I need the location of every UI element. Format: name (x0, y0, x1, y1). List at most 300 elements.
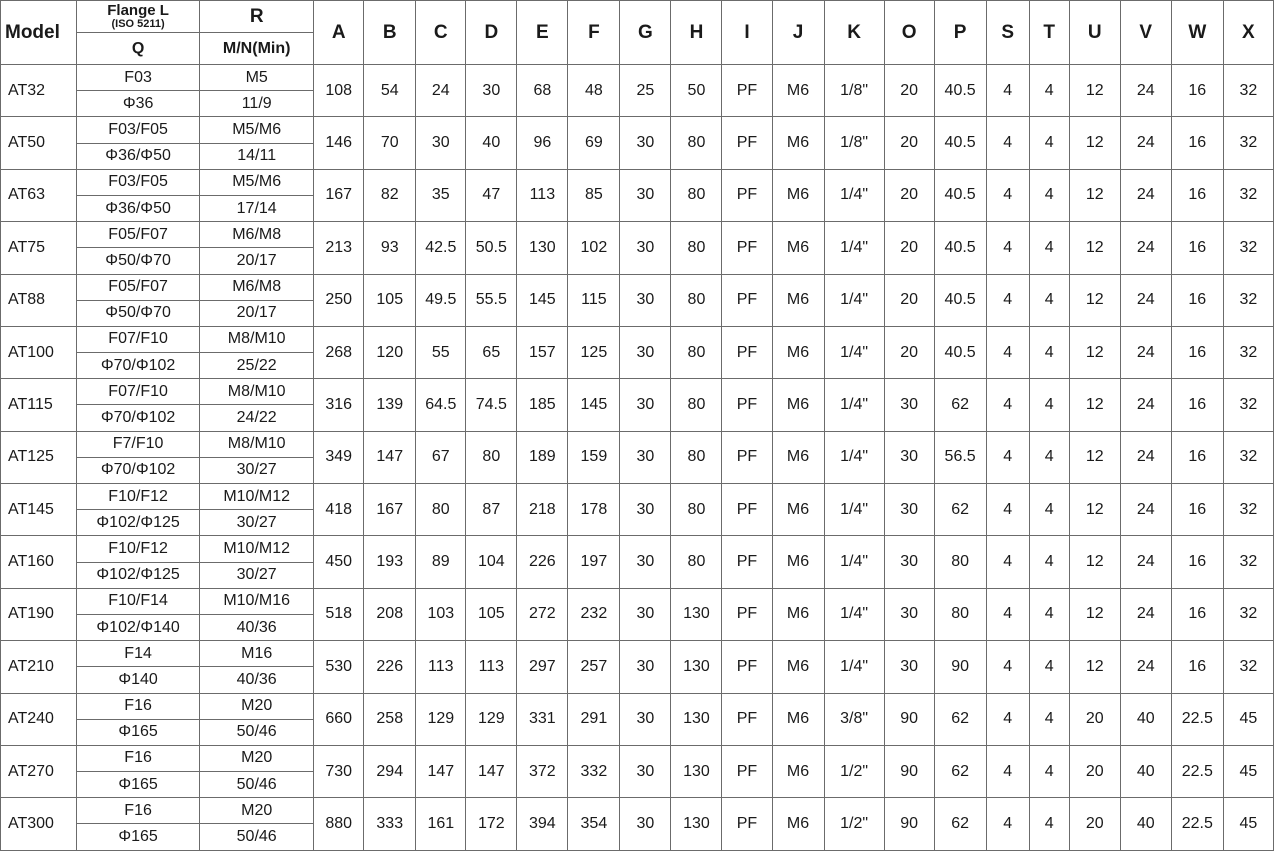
dim-cell: 20 (884, 117, 934, 169)
dim-cell: 1/4" (824, 536, 884, 588)
dim-cell: 30 (620, 379, 671, 431)
dim-cell: 4 (1029, 641, 1069, 693)
dim-cell: 1/4" (824, 169, 884, 221)
dim-cell: 159 (568, 431, 620, 483)
dim-cell: 80 (671, 484, 722, 536)
dim-cell: 24 (1120, 379, 1171, 431)
dim-cell: 1/2" (824, 745, 884, 797)
dim-cell: 4 (986, 65, 1029, 117)
dim-cell: PF (722, 431, 772, 483)
dim-cell: 62 (934, 798, 986, 851)
dim-cell: 730 (314, 745, 364, 797)
dim-cell: 130 (517, 222, 568, 274)
model-cell: AT145 (1, 484, 77, 536)
dim-cell: 32 (1223, 588, 1273, 640)
dim-cell: 32 (1223, 117, 1273, 169)
dim-cell: 30 (620, 117, 671, 169)
dim-cell: 32 (1223, 222, 1273, 274)
dim-cell: 157 (517, 326, 568, 378)
dim-cell: 30 (884, 379, 934, 431)
dim-cell: 30 (884, 641, 934, 693)
dim-cell: 4 (986, 169, 1029, 221)
dim-cell: 130 (671, 641, 722, 693)
dim-cell: 145 (568, 379, 620, 431)
dim-cell: 193 (364, 536, 416, 588)
dim-cell: 12 (1069, 222, 1120, 274)
r-cell: M20 (200, 798, 314, 824)
dim-cell: 115 (568, 274, 620, 326)
dim-cell: 530 (314, 641, 364, 693)
dim-cell: M6 (772, 536, 824, 588)
dim-cell: 218 (517, 484, 568, 536)
header-dim: C (416, 1, 466, 65)
dim-cell: 4 (1029, 222, 1069, 274)
dim-cell: 518 (314, 588, 364, 640)
header-dim: D (466, 1, 517, 65)
dim-cell: 47 (466, 169, 517, 221)
dim-cell: 147 (466, 745, 517, 797)
header-dim: J (772, 1, 824, 65)
mn-cell: 11/9 (200, 91, 314, 117)
dim-cell: 24 (1120, 431, 1171, 483)
header-model: Model (1, 1, 77, 65)
dim-cell: 40 (1120, 798, 1171, 851)
dim-cell: 40.5 (934, 65, 986, 117)
dim-cell: 4 (1029, 745, 1069, 797)
dim-cell: 4 (1029, 65, 1069, 117)
r-cell: M8/M10 (200, 431, 314, 457)
flange-cell: F16 (77, 798, 200, 824)
dim-cell: 4 (1029, 431, 1069, 483)
header-dim: K (824, 1, 884, 65)
mn-cell: 24/22 (200, 405, 314, 431)
dim-cell: 4 (1029, 588, 1069, 640)
dim-cell: 16 (1171, 222, 1223, 274)
table-row (1, 65, 1274, 91)
mn-cell: 40/36 (200, 614, 314, 640)
header-dim: P (934, 1, 986, 65)
dim-cell: 189 (517, 431, 568, 483)
dim-cell: 139 (364, 379, 416, 431)
dim-cell: 30 (620, 169, 671, 221)
q-cell: Φ102/Φ125 (77, 562, 200, 588)
dim-cell: 105 (364, 274, 416, 326)
q-cell: Φ70/Φ102 (77, 457, 200, 483)
dim-cell: 12 (1069, 65, 1120, 117)
dim-cell: 30 (620, 745, 671, 797)
flange-cell: F14 (77, 641, 200, 667)
q-cell: Φ140 (77, 667, 200, 693)
model-cell: AT88 (1, 274, 77, 326)
flange-cell: F16 (77, 745, 200, 771)
dim-cell: 660 (314, 693, 364, 745)
q-cell: Φ50/Φ70 (77, 300, 200, 326)
dim-cell: 232 (568, 588, 620, 640)
dim-cell: 226 (517, 536, 568, 588)
header-r: R (200, 1, 314, 33)
dim-cell: 22.5 (1171, 693, 1223, 745)
header-mn: M/N(Min) (200, 33, 314, 65)
dim-cell: 49.5 (416, 274, 466, 326)
dim-cell: 1/4" (824, 484, 884, 536)
mn-cell: 20/17 (200, 300, 314, 326)
dim-cell: 20 (884, 169, 934, 221)
dim-cell: 62 (934, 745, 986, 797)
mn-cell: 30/27 (200, 457, 314, 483)
dim-cell: 4 (1029, 484, 1069, 536)
q-cell: Φ36/Φ50 (77, 143, 200, 169)
dim-cell: 40.5 (934, 326, 986, 378)
header-dim: H (671, 1, 722, 65)
dim-cell: 4 (986, 536, 1029, 588)
dim-cell: 12 (1069, 326, 1120, 378)
dim-cell: 30 (416, 117, 466, 169)
dim-cell: 87 (466, 484, 517, 536)
q-cell: Φ102/Φ140 (77, 614, 200, 640)
dim-cell: 82 (364, 169, 416, 221)
dim-cell: 161 (416, 798, 466, 851)
dim-cell: 12 (1069, 641, 1120, 693)
dim-cell: 108 (314, 65, 364, 117)
q-cell: Φ102/Φ125 (77, 510, 200, 536)
dim-cell: 272 (517, 588, 568, 640)
dim-cell: 30 (884, 588, 934, 640)
mn-cell: 50/46 (200, 772, 314, 798)
r-cell: M8/M10 (200, 379, 314, 405)
header-dim: E (517, 1, 568, 65)
dim-cell: 297 (517, 641, 568, 693)
dim-cell: PF (722, 484, 772, 536)
dim-cell: 32 (1223, 536, 1273, 588)
r-cell: M5 (200, 65, 314, 91)
r-cell: M16 (200, 641, 314, 667)
flange-cell: F7/F10 (77, 431, 200, 457)
table-row (1, 798, 1274, 824)
dim-cell: 20 (1069, 798, 1120, 851)
dim-cell: 1/4" (824, 588, 884, 640)
dim-cell: 30 (884, 484, 934, 536)
dim-cell: 40.5 (934, 222, 986, 274)
dim-cell: 40 (1120, 693, 1171, 745)
dim-cell: 32 (1223, 484, 1273, 536)
dim-cell: 213 (314, 222, 364, 274)
mn-cell: 30/27 (200, 510, 314, 536)
dim-cell: 90 (934, 641, 986, 693)
dim-cell: 62 (934, 484, 986, 536)
dim-cell: 40 (1120, 745, 1171, 797)
dim-cell: PF (722, 117, 772, 169)
q-cell: Φ70/Φ102 (77, 353, 200, 379)
dim-cell: 130 (671, 798, 722, 851)
dim-cell: 30 (620, 274, 671, 326)
dim-cell: PF (722, 222, 772, 274)
dim-cell: 40.5 (934, 274, 986, 326)
dim-cell: 24 (416, 65, 466, 117)
table-row (1, 169, 1274, 195)
dim-cell: 4 (1029, 169, 1069, 221)
dim-cell: 42.5 (416, 222, 466, 274)
dim-cell: 40.5 (934, 117, 986, 169)
flange-cell: F03 (77, 65, 200, 91)
dim-cell: 291 (568, 693, 620, 745)
header-dim: O (884, 1, 934, 65)
flange-cell: F10/F12 (77, 536, 200, 562)
dim-cell: 1/2" (824, 798, 884, 851)
dim-cell: 80 (671, 326, 722, 378)
dim-cell: 4 (1029, 117, 1069, 169)
dim-cell: 30 (620, 536, 671, 588)
dim-cell: 880 (314, 798, 364, 851)
dim-cell: 129 (466, 693, 517, 745)
dim-cell: 113 (517, 169, 568, 221)
header-dim: F (568, 1, 620, 65)
dim-cell: 90 (884, 693, 934, 745)
dim-cell: 12 (1069, 588, 1120, 640)
q-cell: Φ165 (77, 772, 200, 798)
table-row (1, 484, 1274, 510)
dim-cell: 4 (986, 274, 1029, 326)
dim-cell: 24 (1120, 484, 1171, 536)
dim-cell: 32 (1223, 65, 1273, 117)
dim-cell: 30 (884, 431, 934, 483)
dim-cell: 418 (314, 484, 364, 536)
model-cell: AT270 (1, 745, 77, 797)
dim-cell: 4 (986, 745, 1029, 797)
model-cell: AT32 (1, 65, 77, 117)
dim-cell: M6 (772, 65, 824, 117)
dim-cell: 125 (568, 326, 620, 378)
dim-cell: 4 (986, 798, 1029, 851)
dim-cell: 4 (986, 222, 1029, 274)
q-cell: Φ50/Φ70 (77, 248, 200, 274)
mn-cell: 20/17 (200, 248, 314, 274)
dim-cell: 62 (934, 693, 986, 745)
dim-cell: 147 (364, 431, 416, 483)
dim-cell: 12 (1069, 379, 1120, 431)
dim-cell: 22.5 (1171, 798, 1223, 851)
dim-cell: 104 (466, 536, 517, 588)
dim-cell: 332 (568, 745, 620, 797)
dim-cell: 372 (517, 745, 568, 797)
header-flange (77, 1, 200, 33)
dim-cell: M6 (772, 117, 824, 169)
dim-cell: 24 (1120, 641, 1171, 693)
dim-cell: M6 (772, 641, 824, 693)
dim-cell: 16 (1171, 588, 1223, 640)
dim-cell: 80 (671, 536, 722, 588)
dim-cell: 4 (986, 588, 1029, 640)
dim-cell: 331 (517, 693, 568, 745)
header-dim: U (1069, 1, 1120, 65)
r-cell: M6/M8 (200, 274, 314, 300)
dim-cell: 93 (364, 222, 416, 274)
dim-cell: M6 (772, 798, 824, 851)
dim-cell: PF (722, 274, 772, 326)
dim-cell: 4 (986, 117, 1029, 169)
dim-cell: 130 (671, 745, 722, 797)
model-cell: AT75 (1, 222, 77, 274)
dim-cell: 24 (1120, 65, 1171, 117)
dim-cell: M6 (772, 379, 824, 431)
dim-cell: M6 (772, 222, 824, 274)
r-cell: M10/M16 (200, 588, 314, 614)
model-cell: AT210 (1, 641, 77, 693)
dim-cell: 30 (620, 798, 671, 851)
dim-cell: 16 (1171, 431, 1223, 483)
flange-cell: F16 (77, 693, 200, 719)
dim-cell: 4 (986, 326, 1029, 378)
q-cell: Φ165 (77, 719, 200, 745)
dim-cell: 70 (364, 117, 416, 169)
dim-cell: 12 (1069, 274, 1120, 326)
flange-cell: F07/F10 (77, 379, 200, 405)
dim-cell: PF (722, 641, 772, 693)
dim-cell: 1/4" (824, 641, 884, 693)
header-dim: S (986, 1, 1029, 65)
r-cell: M10/M12 (200, 484, 314, 510)
dim-cell: 48 (568, 65, 620, 117)
dim-cell: M6 (772, 693, 824, 745)
dim-cell: 197 (568, 536, 620, 588)
dim-cell: 80 (671, 169, 722, 221)
dim-cell: 167 (364, 484, 416, 536)
dim-cell: 4 (1029, 693, 1069, 745)
flange-cell: F05/F07 (77, 274, 200, 300)
dim-cell: 20 (884, 326, 934, 378)
dim-cell: 16 (1171, 169, 1223, 221)
dim-cell: 1/8" (824, 65, 884, 117)
dim-cell: 30 (620, 431, 671, 483)
dim-cell: PF (722, 536, 772, 588)
dim-cell: M6 (772, 326, 824, 378)
dim-cell: 55 (416, 326, 466, 378)
dim-cell: 69 (568, 117, 620, 169)
table-row (1, 588, 1274, 614)
dim-cell: 80 (671, 274, 722, 326)
dim-cell: 50.5 (466, 222, 517, 274)
dim-cell: 1/8" (824, 117, 884, 169)
dim-cell: 45 (1223, 693, 1273, 745)
dim-cell: 16 (1171, 379, 1223, 431)
dim-cell: 16 (1171, 484, 1223, 536)
dim-cell: 45 (1223, 798, 1273, 851)
dim-cell: 80 (671, 379, 722, 431)
dim-cell: 12 (1069, 484, 1120, 536)
dim-cell: 32 (1223, 431, 1273, 483)
dim-cell: PF (722, 379, 772, 431)
dim-cell: 24 (1120, 326, 1171, 378)
r-cell: M8/M10 (200, 326, 314, 352)
dim-cell: PF (722, 693, 772, 745)
flange-cell: F10/F12 (77, 484, 200, 510)
dim-cell: 80 (416, 484, 466, 536)
dim-cell: 22.5 (1171, 745, 1223, 797)
dim-cell: 120 (364, 326, 416, 378)
header-dim: T (1029, 1, 1069, 65)
dim-cell: 333 (364, 798, 416, 851)
mn-cell: 50/46 (200, 824, 314, 851)
dim-cell: 16 (1171, 274, 1223, 326)
dim-cell: 80 (671, 117, 722, 169)
header-dim: B (364, 1, 416, 65)
r-cell: M20 (200, 693, 314, 719)
dim-cell: 50 (671, 65, 722, 117)
table-row (1, 641, 1274, 667)
q-cell: Φ70/Φ102 (77, 405, 200, 431)
dim-cell: 68 (517, 65, 568, 117)
dim-cell: PF (722, 588, 772, 640)
dim-cell: 80 (934, 536, 986, 588)
table-body (1, 65, 1274, 851)
model-cell: AT50 (1, 117, 77, 169)
mn-cell: 14/11 (200, 143, 314, 169)
dim-cell: 316 (314, 379, 364, 431)
dim-cell: 30 (620, 588, 671, 640)
dim-cell: 30 (620, 326, 671, 378)
dim-cell: 4 (986, 693, 1029, 745)
table-row (1, 117, 1274, 143)
dim-cell: 55.5 (466, 274, 517, 326)
dim-cell: 130 (671, 693, 722, 745)
dim-cell: M6 (772, 588, 824, 640)
dim-cell: 268 (314, 326, 364, 378)
mn-cell: 30/27 (200, 562, 314, 588)
header-dim: G (620, 1, 671, 65)
r-cell: M10/M12 (200, 536, 314, 562)
table-row (1, 536, 1274, 562)
dim-cell: M6 (772, 745, 824, 797)
dim-cell: 24 (1120, 536, 1171, 588)
dim-cell: 146 (314, 117, 364, 169)
dim-cell: 30 (620, 693, 671, 745)
dim-cell: 394 (517, 798, 568, 851)
r-cell: M5/M6 (200, 117, 314, 143)
dim-cell: 64.5 (416, 379, 466, 431)
dim-cell: 129 (416, 693, 466, 745)
dim-cell: 4 (1029, 798, 1069, 851)
dim-cell: 4 (1029, 536, 1069, 588)
dim-cell: 167 (314, 169, 364, 221)
dim-cell: 3/8" (824, 693, 884, 745)
dim-cell: M6 (772, 484, 824, 536)
header-dim: V (1120, 1, 1171, 65)
dim-cell: 103 (416, 588, 466, 640)
dim-cell: M6 (772, 169, 824, 221)
dim-cell: M6 (772, 431, 824, 483)
dim-cell: 208 (364, 588, 416, 640)
q-cell: Φ165 (77, 824, 200, 851)
dim-cell: 145 (517, 274, 568, 326)
dim-cell: 20 (884, 65, 934, 117)
header-q: Q (77, 33, 200, 65)
model-cell: AT63 (1, 169, 77, 221)
dim-cell: 30 (620, 641, 671, 693)
dim-cell: 85 (568, 169, 620, 221)
dim-cell: 4 (986, 431, 1029, 483)
dim-cell: 54 (364, 65, 416, 117)
flange-cell: F07/F10 (77, 326, 200, 352)
dim-cell: 40.5 (934, 169, 986, 221)
dim-cell: 12 (1069, 169, 1120, 221)
dim-cell: 354 (568, 798, 620, 851)
dim-cell: 35 (416, 169, 466, 221)
q-cell: Φ36 (77, 91, 200, 117)
dim-cell: 32 (1223, 326, 1273, 378)
dim-cell: 113 (466, 641, 517, 693)
dim-cell: 1/4" (824, 379, 884, 431)
dim-cell: 25 (620, 65, 671, 117)
dim-cell: 80 (466, 431, 517, 483)
